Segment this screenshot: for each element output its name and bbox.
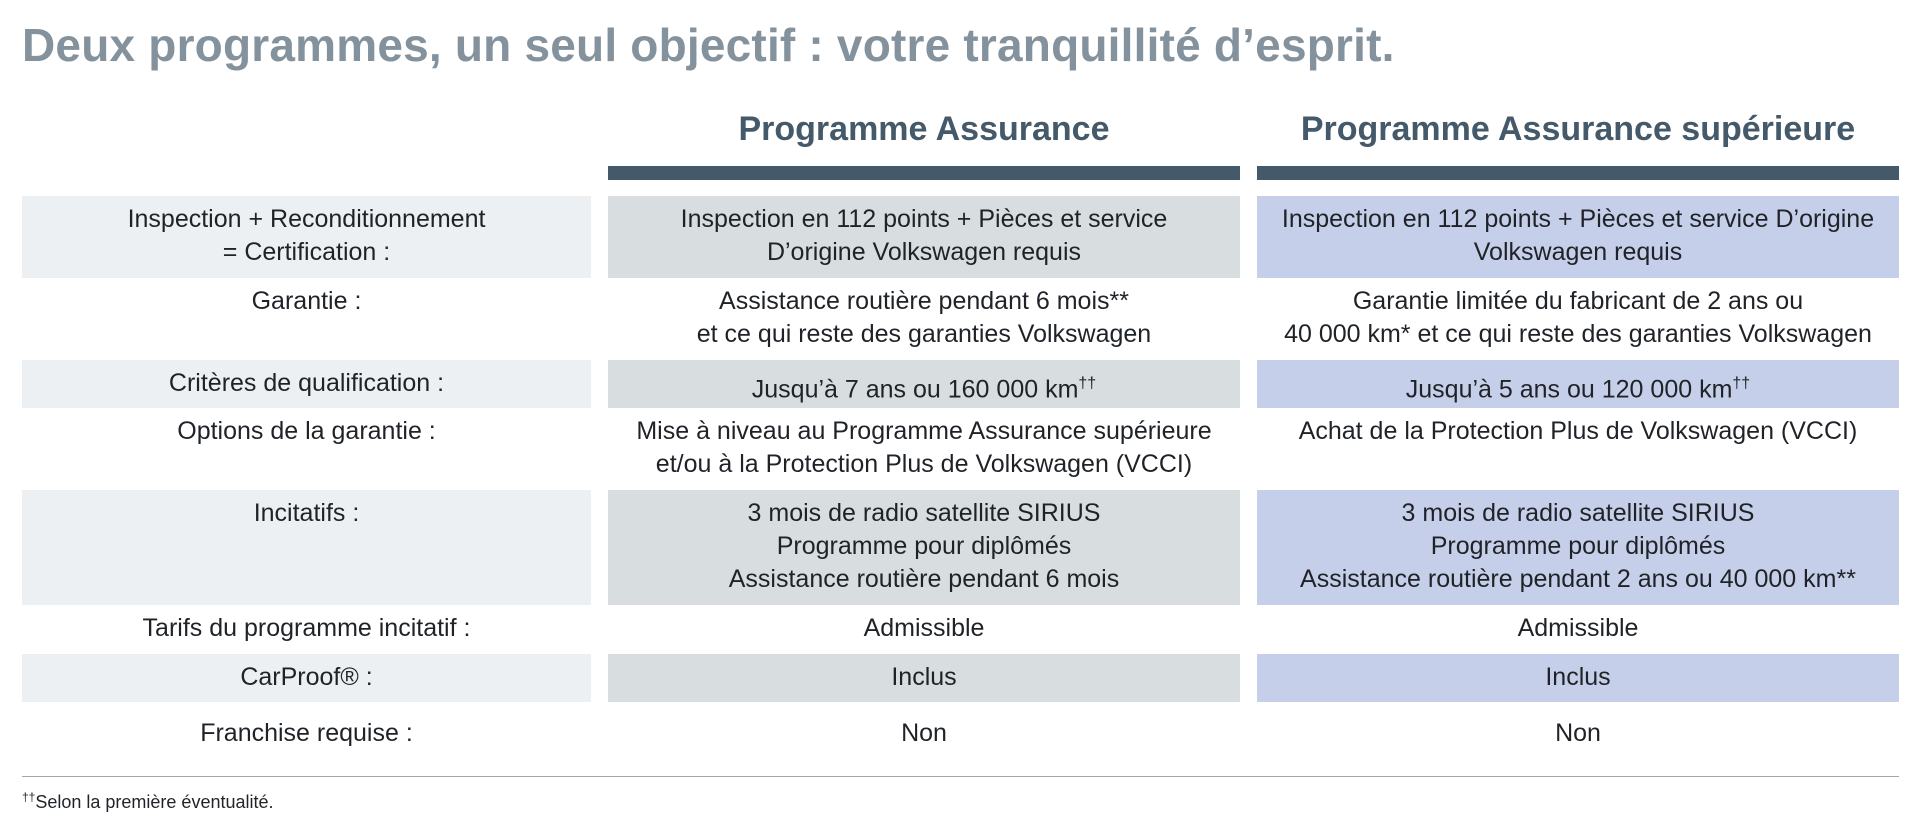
cell-superieure-tarifs: Admissible — [1517, 614, 1639, 642]
cell-assurance-garantie: Assistance routière pendant 6 mois** et ce qui reste des garanties Volkswagen — [696, 287, 1152, 348]
footnote-text: Selon la première éventualité. — [35, 792, 274, 812]
row-label-tarifs: Tarifs du programme incitatif : — [142, 614, 471, 642]
footnote — [22, 790, 274, 813]
cell-superieure-incitatifs: 3 mois de radio satellite SIRIUS Programme pour diplômés Assistance routière pendant 2 ans ou 40 000 km** — [1257, 490, 1899, 605]
cell-assurance-incitatifs: 3 mois de radio satellite SIRIUS Programme pour diplômés Assistance routière pendant 6 mois — [608, 490, 1240, 605]
row-label-inspection: Inspection + Reconditionnement = Certification : — [22, 196, 591, 278]
cell-assurance-tarifs: Admissible — [863, 614, 985, 642]
cell-assurance-carproof: Inclus — [608, 654, 1240, 702]
dagger-mark: †† — [1732, 375, 1751, 392]
footnote-mark: †† — [22, 790, 36, 804]
row-label-criteres: Critères de qualification : — [22, 360, 591, 408]
row-label-options: Options de la garantie : — [177, 417, 436, 445]
column-header-assurance-superieure: Programme Assurance supérieure — [1300, 110, 1856, 148]
column-header-bar-assurance — [608, 166, 1240, 180]
cell-superieure-options: Achat de la Protection Plus de Volkswagen (VCCI) — [1298, 417, 1858, 445]
cell-superieure-carproof: Inclus — [1257, 654, 1899, 702]
row-label-garantie: Garantie : — [251, 287, 362, 315]
cell-superieure-franchise: Non — [1555, 719, 1601, 747]
cell-assurance-franchise: Non — [901, 719, 947, 747]
cell-assurance-inspection: Inspection en 112 points + Pièces et service D’origine Volkswagen requis — [608, 196, 1240, 278]
row-label-incitatifs: Incitatifs : — [22, 490, 591, 605]
column-header-bar-assurance-superieure — [1257, 166, 1899, 180]
row-label-franchise: Franchise requise : — [200, 719, 413, 747]
page-title: Deux programmes, un seul objectif : votre tranquillité d’esprit. — [22, 19, 1395, 71]
cell-superieure-criteres: Jusqu’à 5 ans ou 120 000 km†† — [1257, 360, 1899, 408]
footnote-divider — [22, 776, 1899, 777]
row-label-carproof: CarProof® : — [22, 654, 591, 702]
dagger-mark: †† — [1078, 375, 1097, 392]
cell-superieure-garantie: Garantie limitée du fabricant de 2 ans ou 40 000 km* et ce qui reste des garanties Volkswagen — [1284, 287, 1872, 348]
column-header-assurance: Programme Assurance — [738, 110, 1110, 148]
cell-superieure-inspection: Inspection en 112 points + Pièces et service D’origine Volkswagen requis — [1257, 196, 1899, 278]
cell-assurance-options: Mise à niveau au Programme Assurance supérieure et/ou à la Protection Plus de Volkswagen (VCCI) — [636, 417, 1212, 478]
cell-assurance-criteres: Jusqu’à 7 ans ou 160 000 km†† — [608, 360, 1240, 408]
